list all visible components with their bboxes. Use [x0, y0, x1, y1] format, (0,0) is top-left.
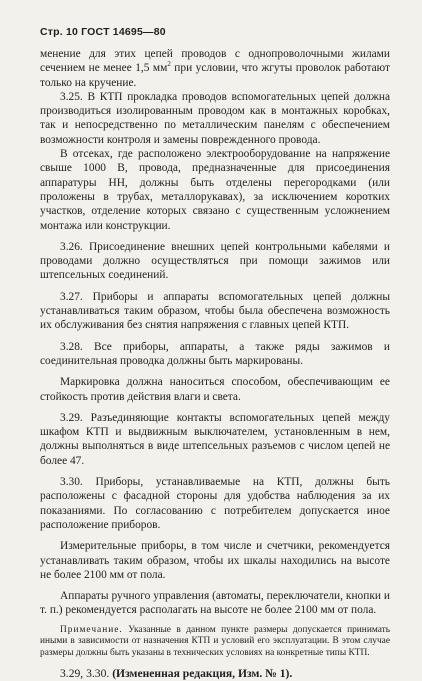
- clause-3-25: 3.25. В КТП прокладка проводов вспомогательных цепей должна производиться изолированным проводом как в монтажных коробках, так и непосредственно по металлическим панелям с обеспечением возможности контроля и замены поврежденного провода.: [40, 90, 390, 146]
- revision-label: (Измененная редакция, Изм. № 1).: [112, 667, 293, 681]
- page-header: Стр. 10 ГОСТ 14695—80: [40, 26, 166, 38]
- clause-3-30: 3.30. Приборы, устанавливаемые на КТП, должны быть расположены с фасадной стороны для удобства наблюдения за их показаниями. По согласованию с потребителем допускается иное расположение приборов.: [40, 476, 390, 531]
- note-lead: Примечание.: [60, 624, 123, 635]
- note: [40, 625, 390, 660]
- document-body: [40, 47, 390, 618]
- paragraph-meters: Измерительные приборы, в том числе и счетчики, рекомендуется устанавливать таким образом, чтобы их шкалы находились на высоте не более 2100 мм от пола.: [40, 540, 390, 581]
- revision-note: [40, 667, 390, 681]
- revision-refs: 3.29, 3.30.: [60, 667, 110, 681]
- note-text: Указанные в данном пункте размеры допускается принимать иными в зависимости от назначения КТП и условий его эксплуатации. В этом случае размеры должны быть указаны в технических условиях на конкретные типы КТП.: [40, 624, 390, 658]
- paragraph-continuation: [40, 47, 390, 90]
- paragraph-marking: Маркировка должна наноситься способом, обеспечивающим ее стойкость против действия влаги и света.: [40, 376, 390, 403]
- clause-3-29: 3.29. Разъединяющие контакты вспомогательных цепей между шкафом КТП и выдвижным выключателем, установленным в нем, должны выполняться в виде штепсельных разъемов с числом цепей не более 47.: [40, 411, 390, 467]
- superscript: 2: [167, 60, 171, 69]
- paragraph-text: менение для этих цепей проводов с однопроволочными жилами сечением не менее 1,5 мм: [40, 48, 390, 75]
- paragraph-manual-controls: Аппараты ручного управления (автоматы, переключатели, кнопки и т. п.) рекомендуется располагать на высоте не более 2100 мм от пола.: [40, 590, 390, 617]
- clause-3-26: 3.26. Присоединение внешних цепей контрольными кабелями и проводами должно осуществляться при помощи зажимов или штепсельных соединений.: [40, 240, 390, 282]
- clause-3-27: 3.27. Приборы и аппараты вспомогательных цепей должны устанавливаться таким образом, чтобы была обеспечена возможность их обслуживания без снятия напряжения с главных цепей КТП.: [40, 290, 390, 332]
- paragraph-compartments: В отсеках, где расположено электрооборудование на напряжение свыше 1000 В, провода, предназначенные для присоединения аппаратуры НН, должны быть отделены перегородками (или проложены в трубах, металлорукавах), за исключением коротких участков, отделение которых связано с существенным усложнением монтажа или конструкции.: [40, 148, 390, 232]
- paragraph-text: при условии, что жгуты проволок работают только на кручение.: [40, 62, 390, 89]
- clause-3-28: 3.28. Все приборы, аппараты, а также ряды зажимов и соединительная проводка должны быть маркированы.: [40, 340, 390, 367]
